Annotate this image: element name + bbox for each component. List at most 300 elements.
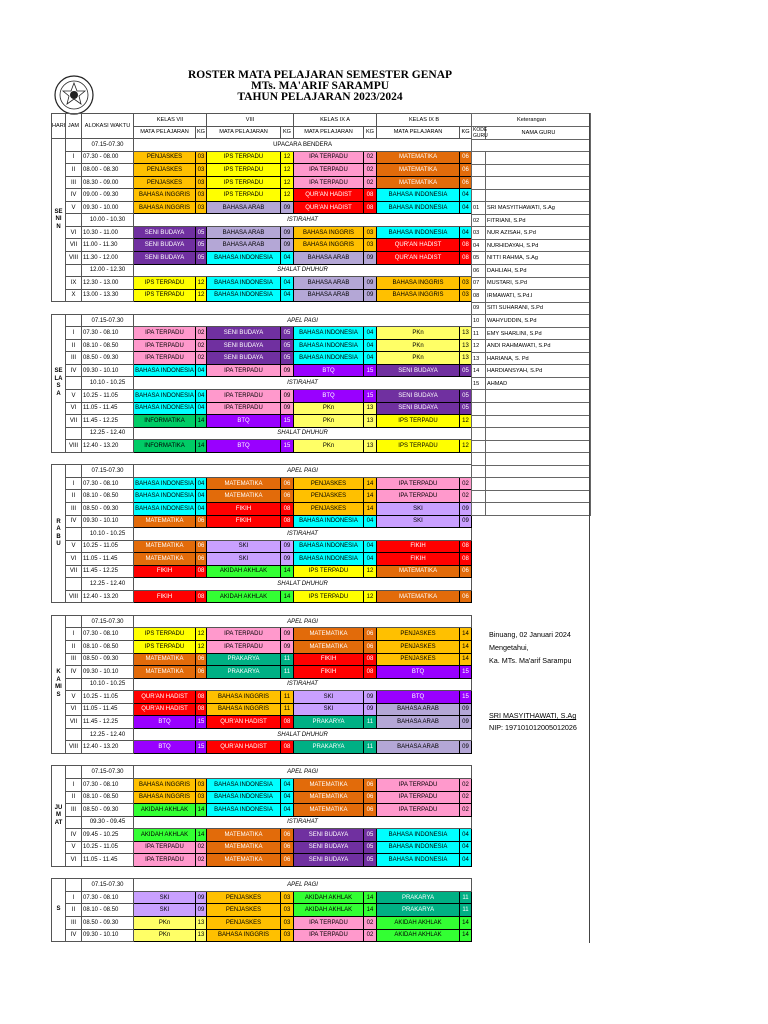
subject-cell: MATEMATIKA <box>294 791 364 804</box>
table-row <box>52 427 472 440</box>
jam-cell: VIII <box>66 440 82 453</box>
teacher-code-cell: 13 <box>364 440 377 453</box>
subject-cell: BAHASA ARAB <box>207 226 281 239</box>
subject-cell: MATEMATIKA <box>377 151 460 164</box>
subject-cell: FIKIH <box>377 553 460 566</box>
subject-cell: SKI <box>207 553 281 566</box>
guru-nama: NITTI RAHMA, S.Ag <box>486 252 591 265</box>
event-cell: ISTIRAHAT <box>134 816 472 829</box>
teacher-code-cell: 04 <box>196 402 207 415</box>
teacher-code-cell: 06 <box>460 590 472 603</box>
teacher-code-cell: 03 <box>364 239 377 252</box>
table-row <box>52 214 472 227</box>
teacher-code-cell: 04 <box>460 841 472 854</box>
teacher-code-cell: 14 <box>196 804 207 817</box>
teacher-code-cell: 06 <box>460 164 472 177</box>
jam-cell: IV <box>66 929 82 942</box>
guru-kode: 03 <box>472 227 486 240</box>
subject-cell: BAHASA INDONESIA <box>377 829 460 842</box>
subject-cell: IPA TERPADU <box>294 929 364 942</box>
table-row <box>52 628 472 641</box>
table-row <box>52 226 472 239</box>
subject-cell: BTQ <box>294 364 364 377</box>
table-row <box>52 415 472 428</box>
roster-table <box>51 113 472 942</box>
table-row <box>52 728 472 741</box>
subject-cell: MATEMATIKA <box>134 653 196 666</box>
time-cell: 08.50 - 09.30 <box>82 502 134 515</box>
guru-row <box>472 214 591 227</box>
subject-cell: SENI BUDAYA <box>207 339 281 352</box>
guru-kode: 08 <box>472 290 486 303</box>
teacher-code-cell: 11 <box>364 741 377 754</box>
teacher-code-cell: 02 <box>460 778 472 791</box>
jam-cell <box>66 578 82 591</box>
table-row <box>52 277 472 290</box>
subject-cell: BAHASA INGGRIS <box>207 691 281 704</box>
teacher-code-cell: 09 <box>460 502 472 515</box>
teacher-code-cell: 02 <box>364 164 377 177</box>
teacher-code-cell: 02 <box>460 490 472 503</box>
subject-cell: BAHASA INDONESIA <box>134 402 196 415</box>
teacher-code-cell: 08 <box>364 666 377 679</box>
table-row <box>52 252 472 265</box>
guru-nama: SITI SUHARANI, S.Pd <box>486 302 591 315</box>
teacher-code-cell: 08 <box>196 565 207 578</box>
guru-row <box>472 277 591 290</box>
subject-cell: SENI BUDAYA <box>377 390 460 403</box>
teacher-code-cell: 12 <box>460 440 472 453</box>
table-row <box>52 653 472 666</box>
jam-cell <box>66 377 82 390</box>
time-cell: 12.40 - 13.20 <box>82 440 134 453</box>
teacher-code-cell: 03 <box>281 891 294 904</box>
subject-cell: PENJASKES <box>134 151 196 164</box>
subject-cell: BAHASA INDONESIA <box>134 502 196 515</box>
time-cell: 12.25 - 12.40 <box>82 728 134 741</box>
teacher-code-cell: 08 <box>460 553 472 566</box>
subject-cell: BAHASA INGGRIS <box>207 703 281 716</box>
subject-cell: AKIDAH AKHLAK <box>377 929 460 942</box>
time-cell: 11.05 - 11.45 <box>82 703 134 716</box>
jam-cell: VIII <box>66 741 82 754</box>
teacher-code-cell: 09 <box>196 891 207 904</box>
jam-cell <box>66 314 82 327</box>
event-cell: APEL PAGI <box>134 879 472 892</box>
teacher-code-cell: 05 <box>364 841 377 854</box>
subject-cell: IPA TERPADU <box>207 628 281 641</box>
teacher-code-cell: 08 <box>281 741 294 754</box>
subject-cell: PRAKARYA <box>294 716 364 729</box>
subject-cell: FIKIH <box>207 502 281 515</box>
subject-cell: FIKIH <box>207 515 281 528</box>
subject-cell: BAHASA INDONESIA <box>294 553 364 566</box>
subject-cell: PKn <box>377 352 460 365</box>
time-cell: 08.10 - 08.50 <box>82 640 134 653</box>
header-kelas: KELAS IX B <box>377 114 472 127</box>
teacher-code-cell: 12 <box>281 164 294 177</box>
time-cell: 07.30 - 08.10 <box>82 628 134 641</box>
subject-cell: IPS TERPADU <box>294 565 364 578</box>
jam-cell: I <box>66 891 82 904</box>
teacher-code-cell: 11 <box>460 904 472 917</box>
table-row <box>52 239 472 252</box>
header-row <box>52 114 472 127</box>
table-row <box>52 615 472 628</box>
guru-row <box>472 290 591 303</box>
subject-cell: MATEMATIKA <box>377 176 460 189</box>
guru-nama: EMY SHARLINI, S.Pd <box>486 327 591 340</box>
subject-cell: INFORMATIKA <box>134 440 196 453</box>
jam-cell: V <box>66 540 82 553</box>
event-cell: SHALAT DHUHUR <box>134 728 472 741</box>
day-name: JUMAT <box>54 804 63 826</box>
teacher-code-cell: 02 <box>196 841 207 854</box>
teacher-code-cell: 09 <box>281 402 294 415</box>
jam-cell: III <box>66 917 82 930</box>
table-row <box>52 352 472 365</box>
teacher-code-cell: 09 <box>364 703 377 716</box>
time-cell: 08.10 - 08.50 <box>82 339 134 352</box>
subject-cell: BTQ <box>134 741 196 754</box>
time-cell: 08.10 - 08.50 <box>82 791 134 804</box>
subject-cell: IPS TERPADU <box>207 164 281 177</box>
subject-cell: IPA TERPADU <box>294 917 364 930</box>
teacher-code-cell: 09 <box>281 239 294 252</box>
time-cell: 10.10 - 10.25 <box>82 377 134 390</box>
event-cell: APEL PAGI <box>134 615 472 628</box>
day-separator <box>52 866 472 879</box>
jam-cell: I <box>66 151 82 164</box>
table-row <box>52 816 472 829</box>
subject-cell: IPA TERPADU <box>207 640 281 653</box>
subject-cell: AKIDAH AKHLAK <box>294 891 364 904</box>
day-label <box>52 465 66 603</box>
subject-cell: BTQ <box>207 440 281 453</box>
time-cell: 07.15-07.30 <box>82 139 134 152</box>
header-hari: HARI <box>52 114 66 139</box>
teacher-code-cell: 06 <box>196 666 207 679</box>
event-cell: SHALAT DHUHUR <box>134 264 472 277</box>
guru-nama: FITRIANI, S.Pd <box>486 214 591 227</box>
teacher-code-cell: 02 <box>364 929 377 942</box>
guru-row <box>472 202 591 215</box>
time-cell: 07.30 - 08.10 <box>82 778 134 791</box>
subject-cell: BAHASA INGGRIS <box>134 201 196 214</box>
jam-cell: II <box>66 640 82 653</box>
teacher-code-cell: 05 <box>196 252 207 265</box>
subject-cell: BAHASA ARAB <box>377 703 460 716</box>
table-row <box>52 390 472 403</box>
teacher-code-cell: 12 <box>364 565 377 578</box>
subject-cell: SKI <box>377 515 460 528</box>
teacher-code-cell: 14 <box>460 628 472 641</box>
subject-cell: MATEMATIKA <box>377 590 460 603</box>
event-cell: SHALAT DHUHUR <box>134 578 472 591</box>
guru-row <box>472 340 591 353</box>
table-row <box>52 264 472 277</box>
teacher-code-cell: 14 <box>196 829 207 842</box>
subject-cell: IPA TERPADU <box>377 778 460 791</box>
time-cell: 09.45 - 10.25 <box>82 829 134 842</box>
teacher-code-cell: 09 <box>281 226 294 239</box>
subject-cell: BTQ <box>294 390 364 403</box>
subject-cell: PKn <box>294 402 364 415</box>
table-row <box>52 841 472 854</box>
subject-cell: PENJASKES <box>294 477 364 490</box>
subject-cell: IPS TERPADU <box>134 628 196 641</box>
subject-cell: IPS TERPADU <box>207 151 281 164</box>
teacher-code-cell: 15 <box>364 364 377 377</box>
event-cell: UPACARA BENDERA <box>134 139 472 152</box>
table-row <box>52 339 472 352</box>
jam-cell: IX <box>66 277 82 290</box>
teacher-code-cell: 14 <box>460 917 472 930</box>
jam-cell: VIII <box>66 252 82 265</box>
teacher-code-cell: 12 <box>196 289 207 302</box>
teacher-code-cell: 13 <box>196 917 207 930</box>
teacher-code-cell: 02 <box>364 176 377 189</box>
time-cell: 07.15-07.30 <box>82 879 134 892</box>
subject-cell: BAHASA ARAB <box>377 741 460 754</box>
teacher-code-cell: 06 <box>281 854 294 867</box>
table-row <box>52 402 472 415</box>
time-cell: 08.00 - 08.30 <box>82 164 134 177</box>
teacher-code-cell: 12 <box>281 151 294 164</box>
subject-cell: BAHASA INDONESIA <box>207 289 281 302</box>
keterangan-title: Keterangan <box>472 114 591 127</box>
teacher-code-cell: 02 <box>196 352 207 365</box>
day-label <box>52 766 66 866</box>
guru-nama: IRMAWATI, S.Pd.I <box>486 290 591 303</box>
guru-kode: 10 <box>472 315 486 328</box>
day-separator <box>52 603 472 616</box>
subject-cell: MATEMATIKA <box>134 540 196 553</box>
jam-cell: III <box>66 502 82 515</box>
table-row <box>52 590 472 603</box>
day-label <box>52 139 66 302</box>
subject-cell: BAHASA INGGRIS <box>294 239 364 252</box>
subject-cell: SENI BUDAYA <box>294 841 364 854</box>
teacher-code-cell: 15 <box>196 716 207 729</box>
subject-cell: MATEMATIKA <box>294 778 364 791</box>
subject-cell: SENI BUDAYA <box>134 239 196 252</box>
teacher-code-cell: 03 <box>364 226 377 239</box>
event-cell: SHALAT DHUHUR <box>134 427 472 440</box>
day-separator <box>52 753 472 766</box>
title-line-2: MTs. MA'ARIF SARAMPU <box>250 80 390 92</box>
subject-cell: PRAKARYA <box>207 653 281 666</box>
table-row <box>52 879 472 892</box>
teacher-code-cell: 02 <box>364 917 377 930</box>
time-cell: 09.30 - 09.45 <box>82 816 134 829</box>
subject-cell: SKI <box>134 904 196 917</box>
subject-cell: BAHASA INDONESIA <box>294 540 364 553</box>
teacher-code-cell: 04 <box>364 339 377 352</box>
jam-cell: III <box>66 653 82 666</box>
table-row <box>52 929 472 942</box>
subject-cell: PRAKARYA <box>377 904 460 917</box>
header-kg: KG <box>196 126 207 139</box>
subject-cell: SKI <box>294 703 364 716</box>
teacher-code-cell: 03 <box>460 277 472 290</box>
signature-name: SRI MASYITHAWATI, S.Ag <box>489 711 577 720</box>
time-cell: 12.40 - 13.20 <box>82 741 134 754</box>
table-row <box>52 565 472 578</box>
teacher-code-cell: 14 <box>364 502 377 515</box>
subject-cell: MATEMATIKA <box>294 640 364 653</box>
jam-cell <box>66 615 82 628</box>
time-cell: 10.25 - 11.05 <box>82 540 134 553</box>
teacher-code-cell: 03 <box>196 778 207 791</box>
teacher-code-cell: 06 <box>281 829 294 842</box>
subject-cell: BTQ <box>377 691 460 704</box>
table-row <box>52 917 472 930</box>
jam-cell <box>66 678 82 691</box>
teacher-code-cell: 08 <box>364 653 377 666</box>
teacher-code-cell: 04 <box>281 252 294 265</box>
day-label <box>52 879 66 942</box>
event-cell: ISTIRAHAT <box>134 377 472 390</box>
table-row <box>52 502 472 515</box>
time-cell: 12.25 - 12.40 <box>82 427 134 440</box>
subject-cell: FIKIH <box>134 565 196 578</box>
time-cell: 08.50 - 09.30 <box>82 917 134 930</box>
teacher-code-cell: 05 <box>460 402 472 415</box>
subject-cell: BAHASA ARAB <box>377 716 460 729</box>
header-kelas: VIII <box>207 114 294 127</box>
subject-cell: IPA TERPADU <box>377 477 460 490</box>
table-row <box>52 139 472 152</box>
teacher-code-cell: 04 <box>364 553 377 566</box>
day-label <box>52 615 66 753</box>
guru-kode: 04 <box>472 239 486 252</box>
subject-cell: BAHASA INDONESIA <box>377 841 460 854</box>
subject-cell: PKn <box>294 415 364 428</box>
subject-cell: MATEMATIKA <box>294 804 364 817</box>
teacher-code-cell: 11 <box>460 891 472 904</box>
time-cell: 12.25 - 12.40 <box>82 578 134 591</box>
time-cell: 10.25 - 11.05 <box>82 390 134 403</box>
subject-cell: AKIDAH AKHLAK <box>207 590 281 603</box>
jam-cell: IV <box>66 515 82 528</box>
teacher-code-cell: 13 <box>196 929 207 942</box>
subject-cell: BAHASA INGGRIS <box>134 189 196 202</box>
table-row <box>52 528 472 541</box>
table-row <box>52 164 472 177</box>
subject-cell: SENI BUDAYA <box>294 829 364 842</box>
header-mapel: MATA PELAJARAN <box>377 126 460 139</box>
subject-cell: MATEMATIKA <box>134 666 196 679</box>
subject-cell: BAHASA INDONESIA <box>134 477 196 490</box>
subject-cell: PENJASKES <box>207 917 281 930</box>
time-cell: 11.00 - 11.30 <box>82 239 134 252</box>
teacher-code-cell: 06 <box>281 477 294 490</box>
subject-cell: BAHASA INDONESIA <box>294 327 364 340</box>
jam-cell: IV <box>66 364 82 377</box>
subject-cell: BAHASA INDONESIA <box>207 804 281 817</box>
teacher-code-cell: 04 <box>196 364 207 377</box>
teacher-code-cell: 08 <box>196 703 207 716</box>
subject-cell: SKI <box>294 691 364 704</box>
keterangan-table <box>471 113 591 516</box>
subject-cell: BAHASA INDONESIA <box>207 252 281 265</box>
teacher-code-cell: 15 <box>364 390 377 403</box>
teacher-code-cell: 09 <box>364 277 377 290</box>
teacher-code-cell: 05 <box>364 854 377 867</box>
time-cell: 08.50 - 09.30 <box>82 352 134 365</box>
teacher-code-cell: 08 <box>460 239 472 252</box>
guru-row <box>472 302 591 315</box>
teacher-code-cell: 14 <box>364 477 377 490</box>
subject-cell: PENJASKES <box>377 628 460 641</box>
subject-cell: IPA TERPADU <box>207 364 281 377</box>
subject-cell: PENJASKES <box>294 490 364 503</box>
guru-row <box>472 252 591 265</box>
jam-cell: V <box>66 201 82 214</box>
table-row <box>52 854 472 867</box>
time-cell: 07.15-07.30 <box>82 615 134 628</box>
time-cell: 08.10 - 08.50 <box>82 904 134 917</box>
subject-cell: BAHASA INGGRIS <box>134 778 196 791</box>
teacher-code-cell: 04 <box>460 829 472 842</box>
teacher-code-cell: 13 <box>460 339 472 352</box>
table-row <box>52 741 472 754</box>
jam-cell: X <box>66 289 82 302</box>
jam-cell <box>66 139 82 152</box>
time-cell: 11.30 - 12.00 <box>82 252 134 265</box>
jam-cell <box>66 465 82 478</box>
teacher-code-cell: 06 <box>364 804 377 817</box>
subject-cell: BTQ <box>377 666 460 679</box>
subject-cell: SENI BUDAYA <box>134 226 196 239</box>
subject-cell: BAHASA INDONESIA <box>377 854 460 867</box>
guru-row <box>472 352 591 365</box>
teacher-code-cell: 06 <box>196 653 207 666</box>
subject-cell: PENJASKES <box>377 640 460 653</box>
table-row <box>52 666 472 679</box>
teacher-code-cell: 11 <box>281 666 294 679</box>
time-cell: 08.30 - 09.00 <box>82 176 134 189</box>
right-border-line <box>589 113 590 943</box>
teacher-code-cell: 06 <box>364 640 377 653</box>
time-cell: 11.45 - 12.25 <box>82 415 134 428</box>
subject-cell: BAHASA INDONESIA <box>134 364 196 377</box>
day-name: KAMIS <box>55 669 62 698</box>
subject-cell: BAHASA INDONESIA <box>377 226 460 239</box>
jam-cell: VII <box>66 415 82 428</box>
guru-kode: 07 <box>472 277 486 290</box>
subject-cell: QUR'AN HADIST <box>377 252 460 265</box>
teacher-code-cell: 09 <box>460 703 472 716</box>
subject-cell: BAHASA INDONESIA <box>134 390 196 403</box>
guru-nama: HARIANA, S. Pd <box>486 352 591 365</box>
teacher-code-cell: 15 <box>281 415 294 428</box>
subject-cell: PKn <box>134 917 196 930</box>
subject-cell: MATEMATIKA <box>294 628 364 641</box>
document-title <box>140 70 500 103</box>
table-row <box>52 703 472 716</box>
teacher-code-cell: 09 <box>196 904 207 917</box>
subject-cell: FIKIH <box>134 590 196 603</box>
day-label <box>52 314 66 452</box>
time-cell: 07.15-07.30 <box>82 766 134 779</box>
subject-cell: AKIDAH AKHLAK <box>377 917 460 930</box>
teacher-code-cell: 03 <box>196 201 207 214</box>
jam-cell: VII <box>66 716 82 729</box>
subject-cell: AKIDAH AKHLAK <box>134 804 196 817</box>
time-cell: 10.10 - 10.25 <box>82 678 134 691</box>
